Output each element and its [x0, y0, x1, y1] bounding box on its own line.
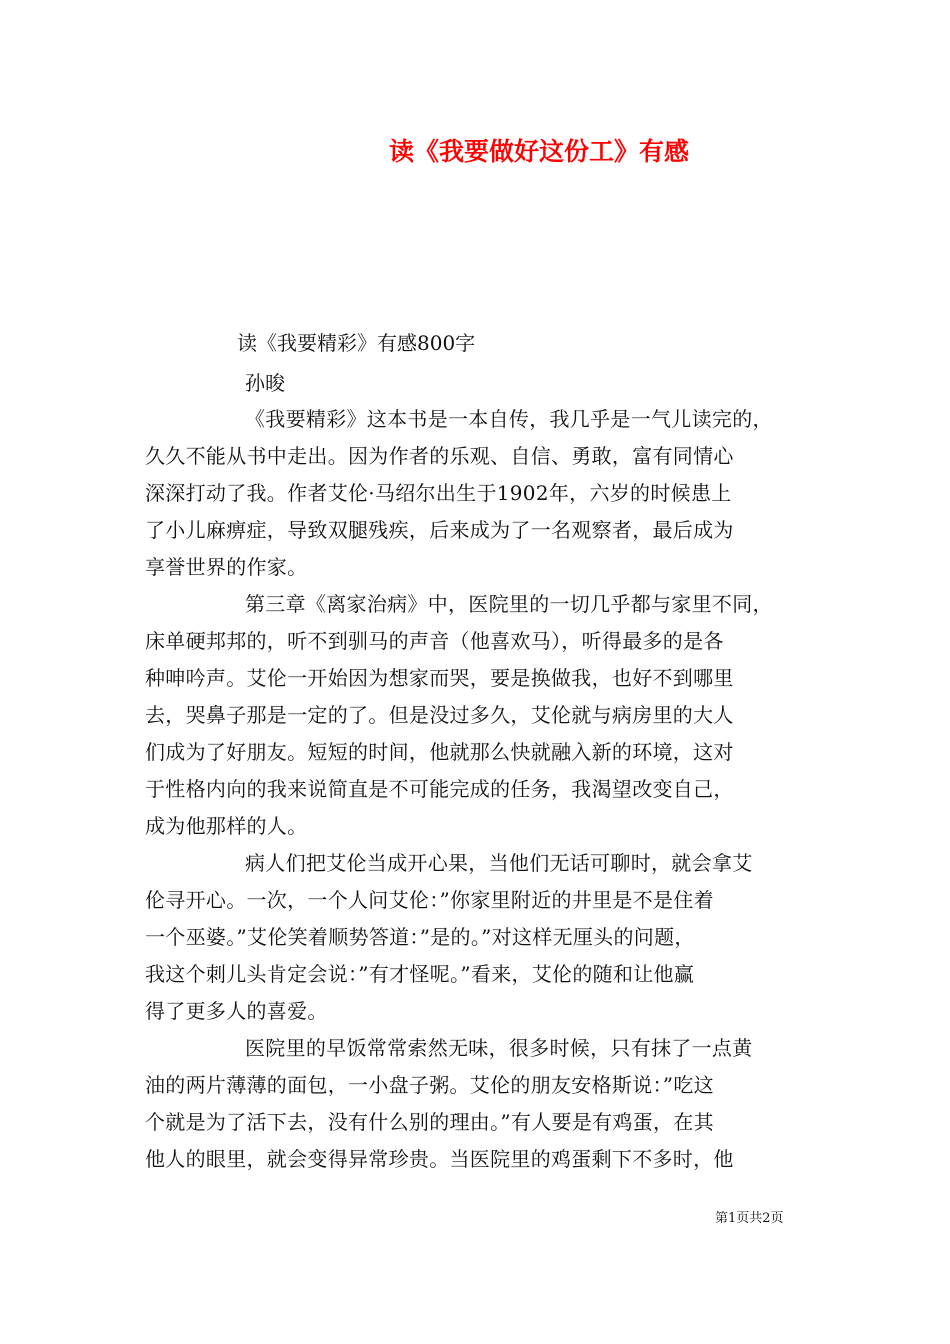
paragraph-line: 成为他那样的人。	[145, 814, 308, 838]
paragraph-line: 油的两片薄薄的面包，一小盘子粥。艾伦的朋友安格斯说：”吃这	[145, 1073, 714, 1097]
paragraph-line: 他人的眼里，就会变得异常珍贵。当医院里的鸡蛋剩下不多时，他	[145, 1147, 734, 1171]
author-name: 孙晙	[245, 371, 285, 395]
page-title: 读《我要做好这份工》有感	[388, 137, 689, 166]
paragraph-line: 《我要精彩》这本书是一本自传，我几乎是一气儿读完的，	[245, 407, 773, 431]
paragraph-line: 享誉世界的作家。	[145, 555, 308, 579]
paragraph-line: 了小儿麻痹症，导致双腿残疾，后来成为了一名观察者，最后成为	[145, 518, 734, 542]
paragraph-line: 病人们把艾伦当成开心果，当他们无话可聊时，就会拿艾	[245, 851, 753, 875]
paragraph-line: 伦寻开心。一次，一个人问艾伦：”你家里附近的井里是不是住着	[145, 888, 714, 912]
page-number-footer: 第1页共2页	[715, 1211, 784, 1226]
paragraph-line: 们成为了好朋友。短短的时间，他就那么快就融入新的环境，这对	[145, 740, 734, 764]
paragraph-line: 种呻吟声。艾伦一开始因为想家而哭，要是换做我，也好不到哪里	[145, 666, 734, 690]
paragraph-line: 去，哭鼻子那是一定的了。但是没过多久，艾伦就与病房里的大人	[145, 703, 734, 727]
paragraph-line: 得了更多人的喜爱。	[145, 999, 328, 1023]
paragraph-line: 医院里的早饭常常索然无味，很多时候，只有抹了一点黄	[245, 1036, 753, 1060]
paragraph-line: 个就是为了活下去，没有什么别的理由。”有人要是有鸡蛋，在其	[145, 1110, 714, 1134]
paragraph-line: 一个巫婆。”艾伦笑着顺势答道：”是的。”对这样无厘头的问题，	[145, 925, 695, 949]
paragraph-line: 久久不能从书中走出。因为作者的乐观、自信、勇敢，富有同情心	[145, 444, 734, 468]
article-subtitle: 读《我要精彩》有感800字	[237, 331, 476, 355]
paragraph-line: 床单硬邦邦的，听不到驯马的声音（他喜欢马），听得最多的是各	[145, 629, 724, 653]
paragraph-line: 我这个刺儿头肯定会说：”有才怪呢。”看来，艾伦的随和让他赢	[145, 962, 695, 986]
paragraph-line: 深深打动了我。作者艾伦·马绍尔出生于1902年，六岁的时候患上	[145, 481, 732, 505]
paragraph-line: 于性格内向的我来说简直是不可能完成的任务，我渴望改变自己，	[145, 777, 734, 801]
paragraph-line: 第三章《离家治病》中，医院里的一切几乎都与家里不同，	[245, 592, 773, 616]
